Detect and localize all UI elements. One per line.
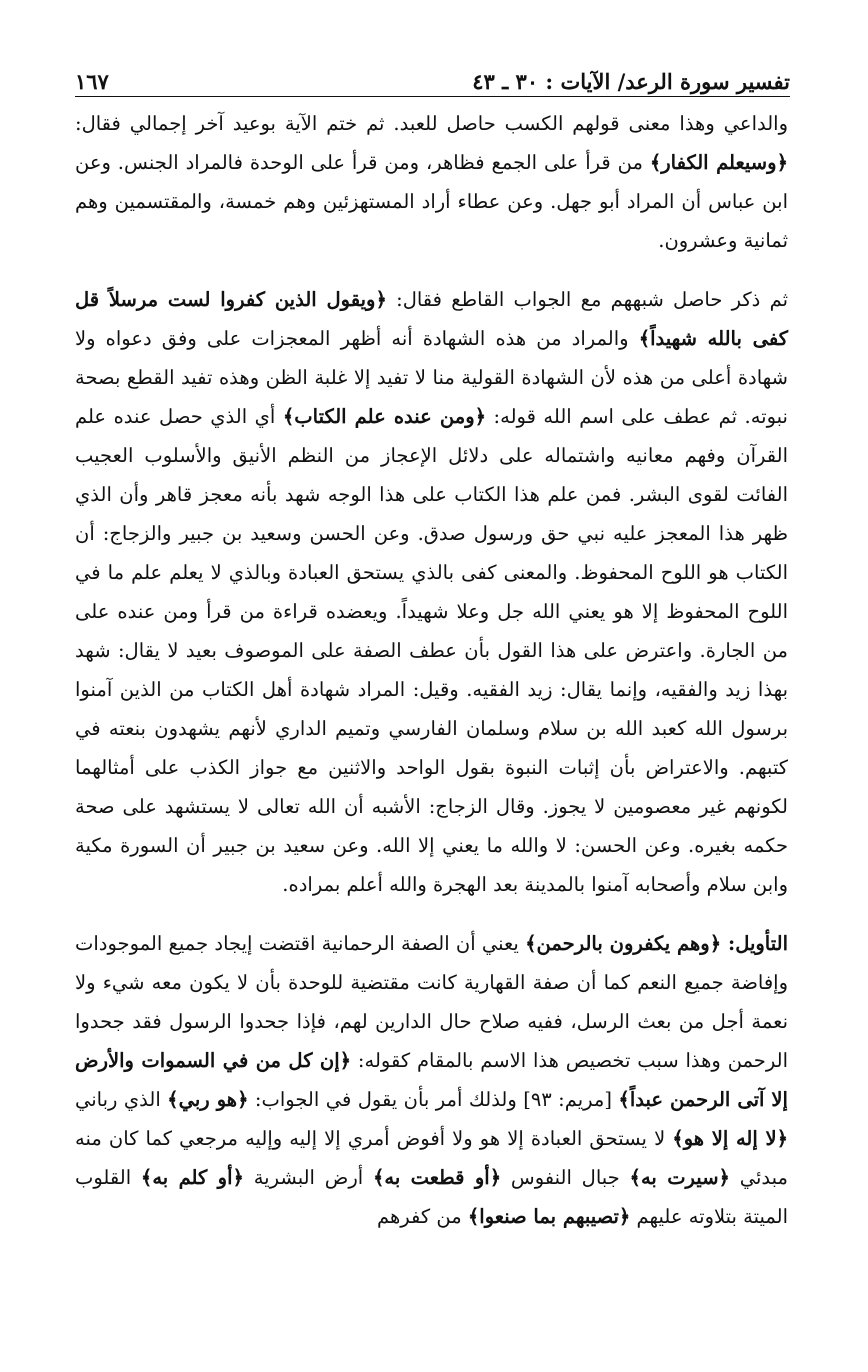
quran-quote: ﴿ومن عنده علم الكتاب﴾ [282,405,487,428]
text-run: من كفرهم [377,1205,468,1228]
text-run: يعني أن الصفة الرحمانية اقتضت إيجاد جميع الموجودات وإفاضة جميع النعم كما أن صفة القهارية كانت مقتضية للوحدة بأن لا يكون معه شيء ولا نعمة أجل من بعث الرسل، ففيه صلاح حال الدارين لهم، فإذا جحدوا الرسول فقد جحدوا الرحمن وهذا سبب تخصيص هذا الاسم بالمقام كقوله: [75,932,788,1072]
text-run: لا يستحق العبادة إلا هو ولا أفوض أمري إلا إليه وإليه مرجعي كما كان منه مبدئي [75,1127,788,1189]
quran-quote: ﴿لا إله إلا هو﴾ [672,1127,788,1150]
quran-quote: ﴿وهم يكفرون بالرحمن﴾ [525,932,722,955]
text-run: أرض البشرية [243,1166,373,1189]
text-run: القلوب الميتة بتلاوته عليهم [75,1166,788,1228]
text-run: [مريم: ٩٣] ولذلك أمر بأن يقول في الجواب: [248,1088,619,1111]
quran-quote: ﴿هو ربي﴾ [167,1088,249,1111]
text-run: جبال النفوس [501,1166,630,1189]
text-run: أي الذي حصل عنده علم القرآن وفهم معانيه واشتماله على دلائل الإعجاز من النظم الأنيق والأسلوب العجيب الفائت لقوى البشر. فمن علم هذا الكتاب على هذا الوجه شهد بأنه معجز قاهر وأن الذي ظهر هذا المعجز عليه نبي حق ورسول صدق. وعن الحسن وسعيد بن جبير والزجاج: أن الكتاب هو اللوح المحفوظ. والمعنى كفى بالذي يستحق العبادة وبالذي لا يعلم علم ما في اللوح المحفوظ إلا هو يعني الله جل وعلا شهيداً. ويعضده قراءة من قرأ ومن عنده على من الجارة. واعترض على هذا القول بأن عطف الصفة على الموصوف بعيد لا يقال: شهد بهذا زيد والفقيه، وإنما يقال: زيد الفقيه. وقيل: المراد شهادة أهل الكتاب من الذين آمنوا برسول الله كعبد الله بن سلام وسلمان الفارسي وتميم الداري لأنهم يشهدون بنعته في كتبهم. والاعتراض بأن إثبات النبوة بقول الواحد والاثنين مع جواز الكذب على أمثالهما لكونهم غير معصومين لا يجوز. وقال الزجاج: الأشبه أن الله تعالى لا يستشهد على صحة حكمه بغيره. وعن الحسن: لا والله ما يعني إلا الله. وعن سعيد بن جبير أن السورة مكية وابن سلام وأصحابه آمنوا بالمدينة بعد الهجرة والله أعلم بمراده. [75,405,788,896]
quran-quote: التأويل: [721,932,788,955]
quran-quote: ﴿إن كل من في السموات والأرض إلا آتى الرحمن عبداً﴾ [75,1049,788,1111]
running-header [75,58,790,94]
header-rule [75,96,790,97]
text-run: من قرأ على الجمع فظاهر، ومن قرأ على الوحدة فالمراد الجنس. وعن ابن عباس أن المراد أبو جهل. وعن عطاء أراد المستهزئين وهم خمسة، والمقتسمين وهم ثمانية وعشرون. [75,151,788,252]
quran-quote: ﴿ويقول الذين كفروا لست مرسلاً قل كفى بالله شهيداً﴾ [75,288,788,350]
quran-quote: ﴿وسيعلم الكفار﴾ [649,151,788,174]
quran-quote: ﴿أو كلم به﴾ [140,1166,244,1189]
quran-quote: ﴿تصيبهم بما صنعوا﴾ [467,1205,631,1228]
paragraph-closing-verse [75,104,788,260]
quran-quote: ﴿سيرت به﴾ [629,1166,730,1189]
text-run: والداعي وهذا معنى قولهم الكسب حاصل للعبد. ثم ختم الآية بوعيد آخر إجمالي فقال: [75,112,788,135]
page-number: ١٦٧ [75,69,109,94]
text-run: ثم ذكر حاصل شبههم مع الجواب القاطع فقال: [386,288,788,311]
paragraph-tawil [75,924,788,1236]
running-title: تفسير سورة الرعد/ الآيات : ٣٠ ـ ٤٣ [472,69,790,94]
text-run: والمراد من هذه الشهادة أنه أظهر المعجزات على وفق دعواه ولا شهادة أعلى من هذه لأن الشهادة القولية منا لا تفيد إلا غلبة الظن وهذه تفيد القطع بصحة نبوته. ثم عطف على اسم الله قوله: [75,327,788,428]
paragraph-witness [75,280,788,904]
text-run: الذي رباني [75,1088,168,1111]
quran-quote: ﴿أو قطعت به﴾ [372,1166,502,1189]
page-body [75,104,788,1236]
